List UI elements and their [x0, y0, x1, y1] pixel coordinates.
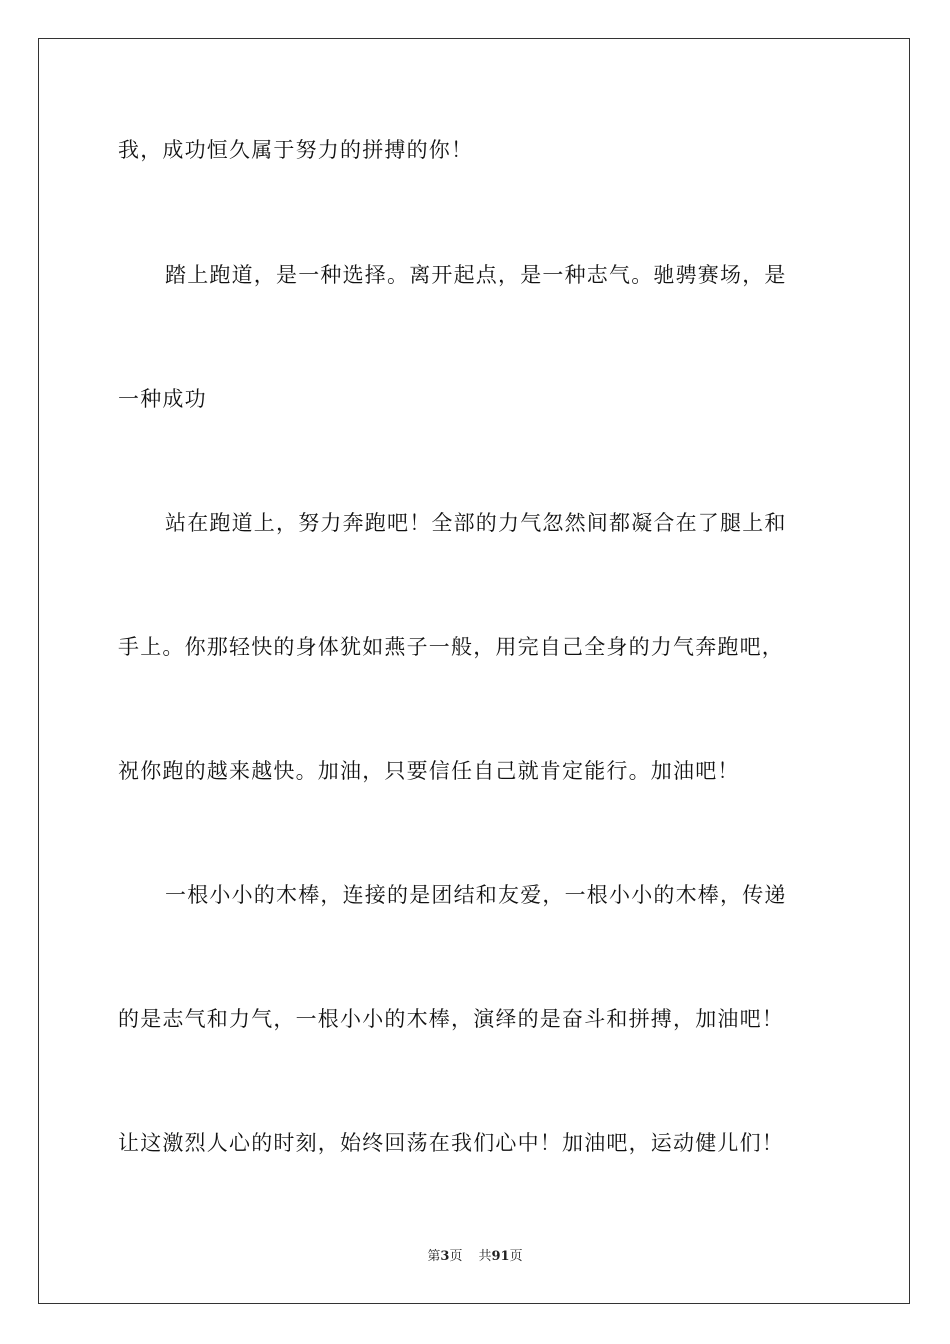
- page-frame: [38, 38, 910, 1304]
- page-footer: [0, 1248, 950, 1266]
- page-total: 91: [491, 1249, 510, 1264]
- page-prefix: 第: [427, 1249, 441, 1264]
- page-suffix: 页: [449, 1249, 463, 1264]
- text-line-3: 一种成功: [118, 387, 207, 411]
- text-line-6: 祝你跑的越来越快。加油，只要信任自己就肯定能行。加油吧！: [118, 759, 740, 783]
- text-line-8: 的是志气和力气，一根小小的木棒，演绎的是奋斗和拼搏，加油吧！: [118, 1007, 784, 1031]
- text-line-2: 踏上跑道，是一种选择。离开起点，是一种志气。驰骋赛场，是: [165, 263, 787, 287]
- total-prefix: 共: [478, 1249, 492, 1264]
- text-line-1: 我，成功恒久属于努力的拼搏的你！: [118, 138, 474, 162]
- text-line-7: 一根小小的木棒，连接的是团结和友爱，一根小小的木棒，传递: [165, 883, 787, 907]
- page-current: 3: [440, 1249, 450, 1264]
- total-suffix: 页: [509, 1249, 523, 1264]
- text-line-9: 让这激烈人心的时刻，始终回荡在我们心中！加油吧，运动健儿们！: [118, 1131, 784, 1155]
- text-line-4: 站在跑道上，努力奔跑吧！全部的力气忽然间都凝合在了腿上和: [165, 511, 787, 535]
- text-line-5: 手上。你那轻快的身体犹如燕子一般，用完自己全身的力气奔跑吧，: [118, 635, 784, 659]
